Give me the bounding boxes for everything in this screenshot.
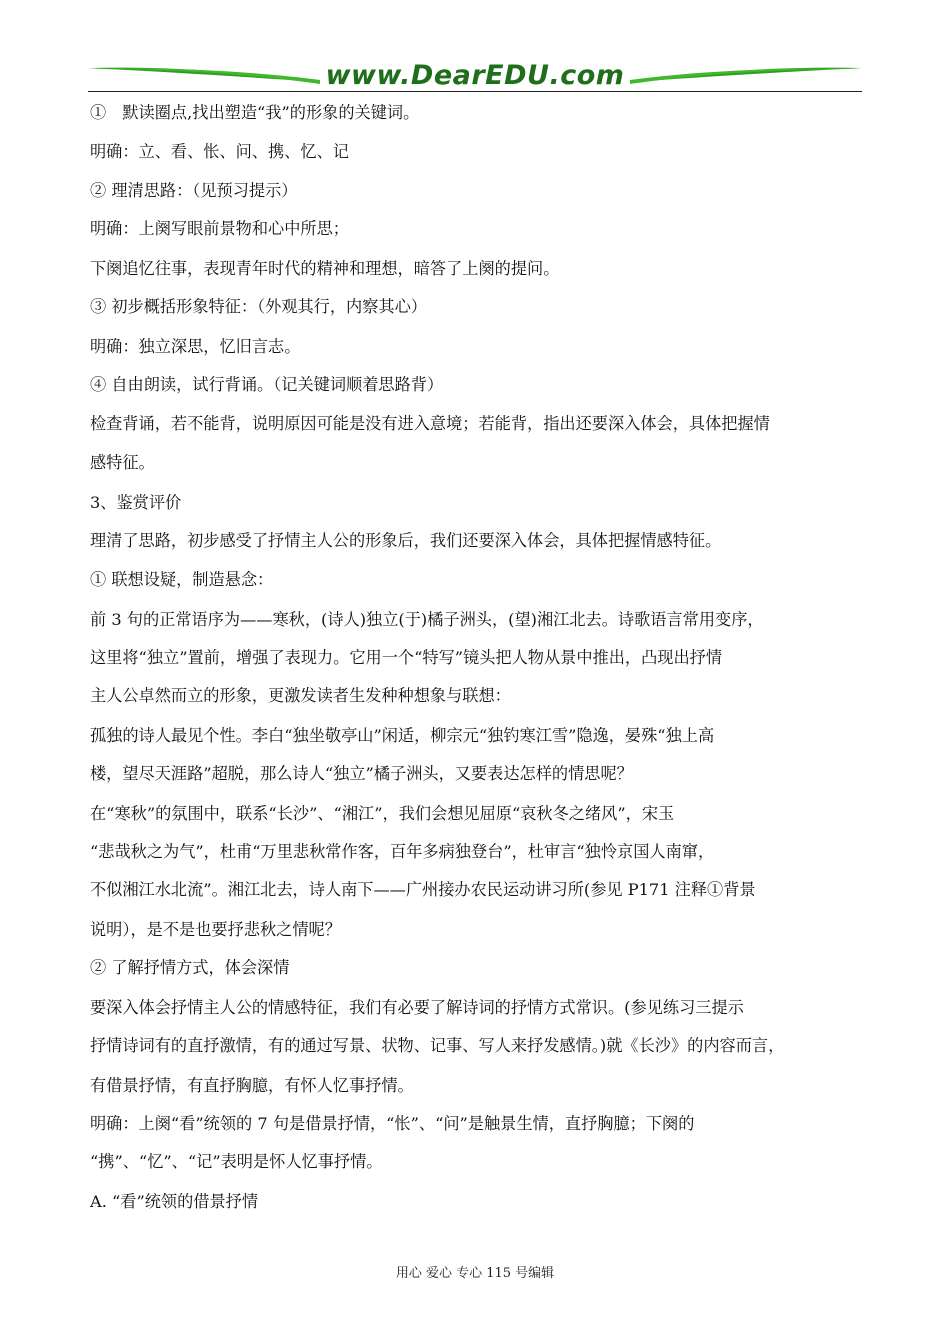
text-line: 说明），是不是也要抒悲秋之情呢？ [90, 920, 341, 939]
text-line: 明确：上阕“看”统领的 7 句是借景抒情，“怅”、“问”是触景生情，直抒胸臆；下阕的 [90, 1114, 695, 1133]
text-line: 下阕追忆往事，表现青年时代的精神和理想，暗答了上阕的提问。 [90, 259, 560, 278]
page-footer: 用心 爱心 专心 115 号编辑 [395, 1266, 555, 1281]
text-line: 不似湘江水北流”。湘江北去，诗人南下——广州接办农民运动讲习所(参见 P171 注释①背景 [90, 880, 756, 899]
text-line: 楼，望尽天涯路”超脱，那么诗人“独立”橘子洲头，又要表达怎样的情思呢？ [90, 764, 633, 783]
site-logo[interactable]: www.DearEDU.com [325, 60, 625, 91]
text-line: ③ 初步概括形象特征：（外观其行，内察其心） [90, 297, 427, 316]
text-line: 明确：上阕写眼前景物和心中所思； [90, 219, 349, 238]
page-header [88, 58, 862, 98]
text-line: 明确：独立深思，忆旧言志。 [90, 337, 301, 356]
text-line: 抒情诗词有的直抒激情，有的通过写景、状物、记事、写人来抒发感情。)就《长沙》的内容而言， [90, 1036, 785, 1055]
text-line: 在“寒秋”的氛围中，联系“长沙”、“湘江”，我们会想见屈原“哀秋冬之绪风”，宋玉 [90, 804, 675, 823]
text-line: 理清了思路，初步感受了抒情主人公的形象后，我们还要深入体会，具体把握情感特征。 [90, 531, 722, 550]
text-line: ④ 自由朗读，试行背诵。（记关键词顺着思路背） [90, 375, 444, 394]
text-line: 要深入体会抒情主人公的情感特征，我们有必要了解诗词的抒情方式常识。(参见练习三提示 [90, 998, 744, 1017]
text-line: 感特征。 [90, 453, 155, 472]
text-line: ① 联想设疑，制造悬念： [90, 570, 274, 589]
text-line: ② 了解抒情方式，体会深情 [90, 958, 290, 977]
text-line: A. “看”统领的借景抒情 [90, 1192, 259, 1211]
text-line: 这里将“独立”置前，增强了表现力。它用一个“特写”镜头把人物从景中推出，凸现出抒情 [90, 648, 723, 667]
text-line: 前 3 句的正常语序为——寒秋，(诗人)独立(于)橘子洲头，(望)湘江北去。诗歌语言常用变序， [90, 610, 764, 629]
text-line: ① 默读圈点,找出塑造“我”的形象的关键词。 [90, 103, 420, 122]
text-line: 明确：立、看、怅、问、携、忆、记 [90, 142, 349, 161]
text-line: 检查背诵，若不能背，说明原因可能是没有进入意境；若能背，指出还要深入体会，具体把握情 [90, 414, 770, 433]
text-line: “携”、“忆”、“记”表明是怀人忆事抒情。 [90, 1152, 383, 1171]
header-divider [88, 91, 862, 92]
text-line: 3、鉴赏评价 [90, 493, 182, 512]
text-line: 主人公卓然而立的形象，更激发读者生发种种想象与联想： [90, 686, 511, 705]
text-line: “悲哉秋之为气”，杜甫“万里悲秋常作客，百年多病独登台”，杜审言“独怜京国人南窜， [90, 842, 715, 861]
text-line: 孤独的诗人最见个性。李白“独坐敬亭山”闲适，柳宗元“独钓寒江雪”隐逸，晏殊“独上高 [90, 726, 715, 745]
text-line: ② 理清思路：（见预习提示） [90, 181, 298, 200]
text-line: 有借景抒情，有直抒胸臆，有怀人忆事抒情。 [90, 1076, 414, 1095]
